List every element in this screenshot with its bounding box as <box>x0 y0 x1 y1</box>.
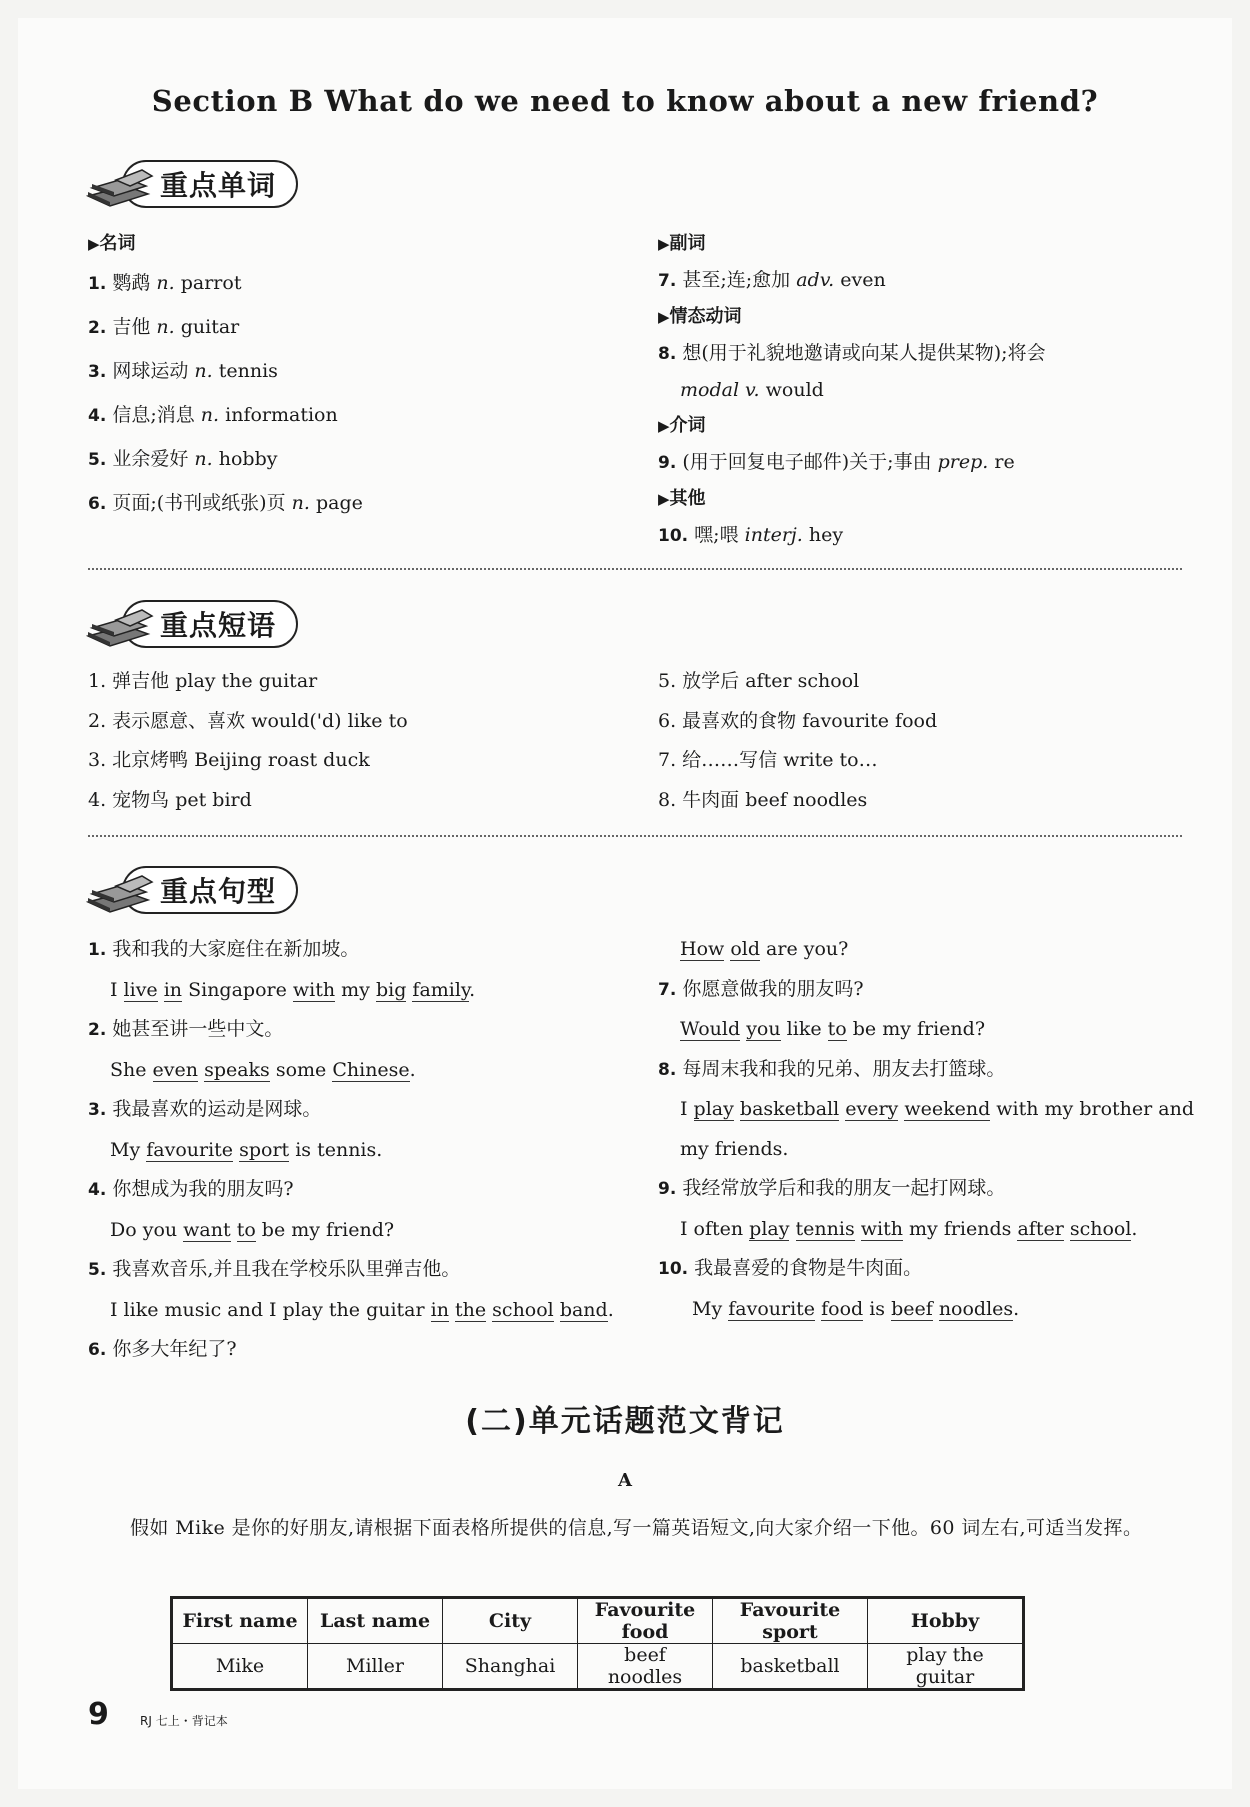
table-row <box>172 1644 1024 1690</box>
category-label: ▶介词 <box>658 415 706 436</box>
books-icon <box>86 168 158 208</box>
essay-label: A <box>618 1470 632 1491</box>
word-item-cont: modal v. would <box>680 379 824 401</box>
triangle-icon: ▶ <box>658 417 670 435</box>
books-icon <box>86 874 158 914</box>
triangle-icon: ▶ <box>88 235 100 253</box>
table-header: Favourite food <box>578 1598 713 1644</box>
word-item: 5. 业余爱好 n. hobby <box>88 448 278 470</box>
triangle-icon: ▶ <box>658 308 670 326</box>
category-label: ▶其他 <box>658 488 706 509</box>
table-cell: Mike <box>172 1644 308 1690</box>
table-header: City <box>443 1598 578 1644</box>
essay-prompt: 假如 Mike 是你的好朋友,请根据下面表格所提供的信息,写一篇英语短文,向大家介绍一下他。60 词左右,可适当发挥。 <box>130 1517 1143 1539</box>
word-item: 2. 吉他 n. guitar <box>88 316 240 338</box>
sentence-en: I often play tennis with my friends after school. <box>680 1217 1138 1240</box>
phrase-item: 6. 最喜欢的食物 favourite food <box>658 709 938 732</box>
sentence-en: I like music and I play the guitar in the school band. <box>110 1298 614 1321</box>
sentence-zh: 2. 她甚至讲一些中文。 <box>88 1018 284 1040</box>
banner-title: 重点句型 <box>160 875 277 908</box>
phrase-item: 5. 放学后 after school <box>658 670 860 692</box>
table-cell: basketball <box>713 1644 868 1690</box>
section-banner-phrases <box>86 598 300 650</box>
divider <box>88 568 1182 570</box>
footer-label: RJ 七上・背记本 <box>140 1714 228 1728</box>
sentence-en: How old are you? <box>680 938 849 960</box>
phrase-item: 1. 弹吉他 play the guitar <box>88 670 318 692</box>
table-cell: beef noodles <box>578 1644 713 1690</box>
word-item: 3. 网球运动 n. tennis <box>88 360 278 382</box>
table-header: First name <box>172 1598 308 1644</box>
category-label: ▶副词 <box>658 233 706 254</box>
word-item: 1. 鹦鹉 n. parrot <box>88 272 242 294</box>
sentence-en: Would you like to be my friend? <box>680 1018 986 1040</box>
word-item: 6. 页面;(书刊或纸张)页 n. page <box>88 492 363 514</box>
category-label: ▶名词 <box>88 233 136 254</box>
table-cell: Shanghai <box>443 1644 578 1690</box>
sentence-zh: 6. 你多大年纪了? <box>88 1338 237 1360</box>
sentence-zh: 5. 我喜欢音乐,并且我在学校乐队里弹吉他。 <box>88 1258 461 1280</box>
info-table <box>170 1596 1025 1691</box>
words-right <box>658 226 1046 554</box>
triangle-icon: ▶ <box>658 235 670 253</box>
table-cell: play the guitar <box>868 1644 1024 1690</box>
word-item: 9. (用于回复电子邮件)关于;事由 prep. re <box>658 451 1015 473</box>
table-header: Hobby <box>868 1598 1024 1644</box>
section-banner-sentences <box>86 864 300 916</box>
table-cell: Miller <box>308 1644 443 1690</box>
words-left <box>88 226 363 526</box>
triangle-icon: ▶ <box>658 490 670 508</box>
table-header: Last name <box>308 1598 443 1644</box>
category-label: ▶情态动词 <box>658 306 742 327</box>
sentence-en-cont: my friends. <box>680 1137 789 1160</box>
phrase-item: 8. 牛肉面 beef noodles <box>658 788 868 811</box>
sentences-left <box>88 930 614 1371</box>
essay-heading: (二)单元话题范文背记 <box>465 1404 785 1439</box>
phrase-item: 3. 北京烤鸭 Beijing roast duck <box>88 749 370 771</box>
sentence-zh: 10. 我最喜爱的食物是牛肉面。 <box>658 1257 923 1279</box>
divider <box>88 835 1182 837</box>
page-title: Section B What do we need to know about a new friend? <box>151 84 1099 118</box>
table-header-row <box>172 1598 1024 1644</box>
sentence-zh: 9. 我经常放学后和我的朋友一起打网球。 <box>658 1177 1006 1199</box>
sentence-en: She even speaks some Chinese. <box>110 1058 416 1081</box>
sentence-zh: 3. 我最喜欢的运动是网球。 <box>88 1098 322 1120</box>
table-header: Favourite sport <box>713 1598 868 1644</box>
sentence-en: My favourite food is beef noodles. <box>692 1297 1020 1320</box>
section-banner-words <box>86 158 300 210</box>
phrase-item: 7. 给……写信 write to… <box>658 749 878 771</box>
sentence-zh: 7. 你愿意做我的朋友吗? <box>658 977 864 1000</box>
phrase-item: 2. 表示愿意、喜欢 would('d) like to <box>88 709 408 732</box>
banner-title: 重点单词 <box>160 169 277 202</box>
sentence-en: My favourite sport is tennis. <box>110 1138 383 1161</box>
phrases-left <box>88 662 408 820</box>
phrase-item: 4. 宠物鸟 pet bird <box>88 788 252 811</box>
sentence-en: Do you want to be my friend? <box>110 1218 395 1241</box>
word-item: 4. 信息;消息 n. information <box>88 404 338 426</box>
sentence-en: I play basketball every weekend with my brother and <box>680 1098 1194 1120</box>
books-icon <box>86 608 158 648</box>
sentence-en: I live in Singapore with my big family. <box>110 978 476 1001</box>
sentence-zh: 4. 你想成为我的朋友吗? <box>88 1178 294 1200</box>
sentence-zh: 1. 我和我的大家庭住在新加坡。 <box>88 938 360 960</box>
word-item: 8. 想(用于礼貌地邀请或向某人提供某物);将会 <box>658 342 1046 364</box>
page-number: 9 <box>88 1697 109 1732</box>
word-item: 10. 嘿;喂 interj. hey <box>658 524 844 546</box>
word-item: 7. 甚至;连;愈加 adv. even <box>658 269 886 291</box>
sentences-right <box>658 930 1194 1329</box>
banner-title: 重点短语 <box>160 609 277 642</box>
sentence-zh: 8. 每周末我和我的兄弟、朋友去打篮球。 <box>658 1057 1006 1080</box>
phrases-right <box>658 662 937 820</box>
